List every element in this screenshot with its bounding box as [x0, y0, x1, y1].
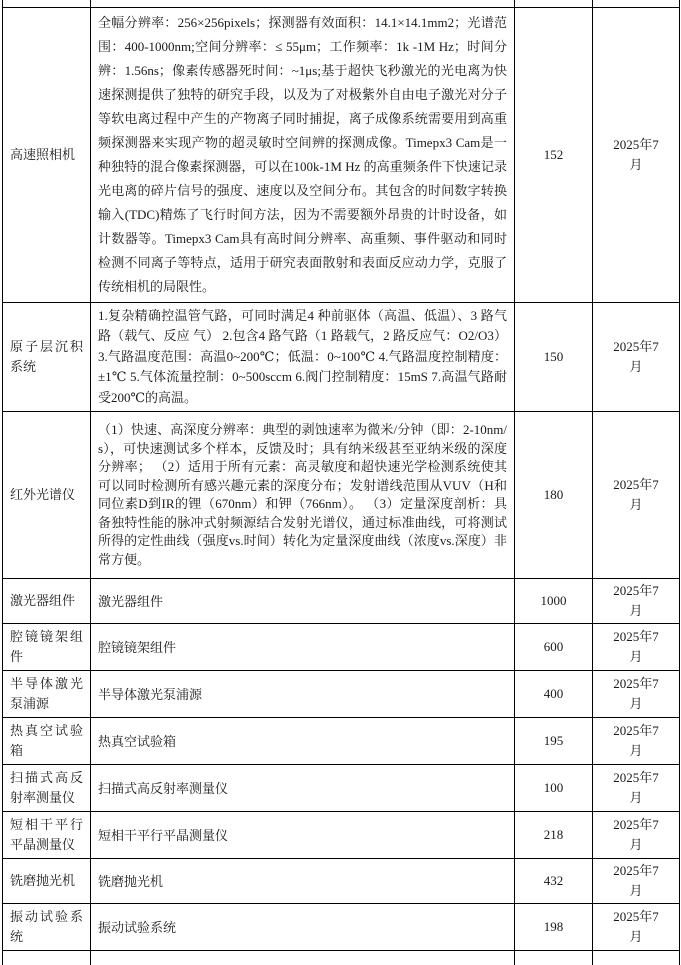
qty-cell: 400: [515, 671, 593, 718]
equipment-name-cell: 激光器组件: [3, 579, 91, 624]
partial-row-top: [3, 0, 680, 7]
date-cell: 2025年7月: [593, 579, 680, 624]
description-cell: 半导体激光泵浦源: [91, 671, 515, 718]
date-cell: 2025年7月: [593, 412, 680, 579]
equipment-table: [2, 0, 680, 965]
description-cell: 短相干平行平晶测量仪: [91, 812, 515, 859]
qty-cell: 1000: [515, 579, 593, 624]
empty-cell: [91, 0, 515, 7]
qty-cell: 180: [515, 412, 593, 579]
date-cell: 2025年7月: [593, 624, 680, 671]
partial-row-bottom: [3, 951, 680, 965]
qty-cell: 100: [515, 765, 593, 812]
table-row: [3, 412, 680, 579]
qty-cell: 600: [515, 624, 593, 671]
table-row: [3, 904, 680, 951]
description-cell: 激光器组件: [91, 579, 515, 624]
equipment-name-cell: 热真空试验箱: [3, 718, 91, 765]
empty-cell: [3, 0, 91, 7]
description-cell: 铣磨抛光机: [91, 859, 515, 904]
table-row: [3, 859, 680, 904]
equipment-name-cell: 半导体激光泵浦源: [3, 671, 91, 718]
description-cell: 振动试验系统: [91, 904, 515, 951]
equipment-name-cell: 扫描式高反射率测量仪: [3, 765, 91, 812]
equipment-name-cell: 铣磨抛光机: [3, 859, 91, 904]
table-row: [3, 765, 680, 812]
description-cell: （1）快速、高深度分辨率：典型的剥蚀速率为微米/分钟（即：2-10nm/s），可快速测试多个样本，反馈及时；具有纳米级甚至亚纳米级的深度分辨率； （2）适用于所有元素：高灵敏度和超快速光学检测系统使其可以同时检测所有感兴趣元素的深度分布；发射谱线范围从VUV（H和同位素D到IR的锂（670nm）和钾（766nm）。 （3）定量深度剖析：具备独特性能的脉冲式射频源结合发射光谱仪，通过标准曲线，可将测试所得的定性曲线（强度vs.时间）转化为定量深度曲线（浓度vs.深度）非常方便。: [91, 412, 515, 579]
table-row: [3, 624, 680, 671]
empty-cell: [593, 951, 680, 965]
empty-cell: [593, 0, 680, 7]
description-cell: 热真空试验箱: [91, 718, 515, 765]
date-cell: 2025年7月: [593, 718, 680, 765]
qty-cell: 150: [515, 302, 593, 412]
equipment-name-cell: 红外光谱仪: [3, 412, 91, 579]
date-cell: 2025年7月: [593, 859, 680, 904]
qty-cell: 152: [515, 7, 593, 302]
description-cell: 1.复杂精确控温管气路，可同时满足4 种前驱体（高温、低温）、3 路气路（载气、反应 气） 2.包含4 路气路（1 路载气，2 路反应气：O2/O3） 3.气路温度范围：高温0~200℃；低温：0~100℃ 4.气路温度控制精度：±1℃ 5.气体流量控制：0~500sccm 6.阀门控制精度：15mS 7.高温气路耐受200℃的高温。: [91, 302, 515, 412]
empty-cell: [515, 0, 593, 7]
date-cell: 2025年7月: [593, 904, 680, 951]
qty-cell: 218: [515, 812, 593, 859]
qty-cell: 432: [515, 859, 593, 904]
equipment-name-cell: 腔镜镜架组件: [3, 624, 91, 671]
description-cell: 扫描式高反射率测量仪: [91, 765, 515, 812]
table-row: [3, 812, 680, 859]
equipment-name-cell: 振动试验系统: [3, 904, 91, 951]
empty-cell: [515, 951, 593, 965]
date-cell: 2025年7月: [593, 765, 680, 812]
date-cell: 2025年7月: [593, 812, 680, 859]
equipment-name-cell: 短相干平行平晶测量仪: [3, 812, 91, 859]
date-cell: 2025年7月: [593, 7, 680, 302]
table-row: [3, 718, 680, 765]
description-cell: 全幅分辨率：256×256pixels；探测器有效面积：14.1×14.1mm2；光谱范围：400-1000nm;空间分辨率：≤ 55μm；工作频率：1k -1M Hz；时间分辨：1.56ns；像素传感器死时间：~1μs;基于超快飞秒激光的光电离为快速探测提供了独特的研究手段，以及为了对极紫外自由电子激光对分子等软电离过程中产生的产物离子同时捕捉，离子成像系统需要用到高重频探测器来实现产物的超灵敏时空间辨的探测成像。Timepx3 Cam是一种独特的混合像素探测器，可以在100k-1M Hz 的高重频条件下快速记录光电离的碎片信号的强度、速度以及空间分布。其包含的时间数字转换输入(TDC)精炼了飞行时间方法，因为不需要额外昂贵的计时设备，如计数器等。Timepx3 Cam具有高时间分辨率、高重频、事件驱动和同时检测不同离子等特点，适用于研究表面散射和表面反应动力学，克服了传统相机的局限性。: [91, 7, 515, 302]
qty-cell: 198: [515, 904, 593, 951]
table-row: [3, 671, 680, 718]
date-cell: 2025年7月: [593, 671, 680, 718]
table-row: [3, 7, 680, 302]
table-row: [3, 579, 680, 624]
qty-cell: 195: [515, 718, 593, 765]
empty-cell: [3, 951, 91, 965]
equipment-name-cell: 原子层沉积系统: [3, 302, 91, 412]
table-row: [3, 302, 680, 412]
description-cell: 腔镜镜架组件: [91, 624, 515, 671]
equipment-name-cell: 高速照相机: [3, 7, 91, 302]
empty-cell: [91, 951, 515, 965]
date-cell: 2025年7月: [593, 302, 680, 412]
